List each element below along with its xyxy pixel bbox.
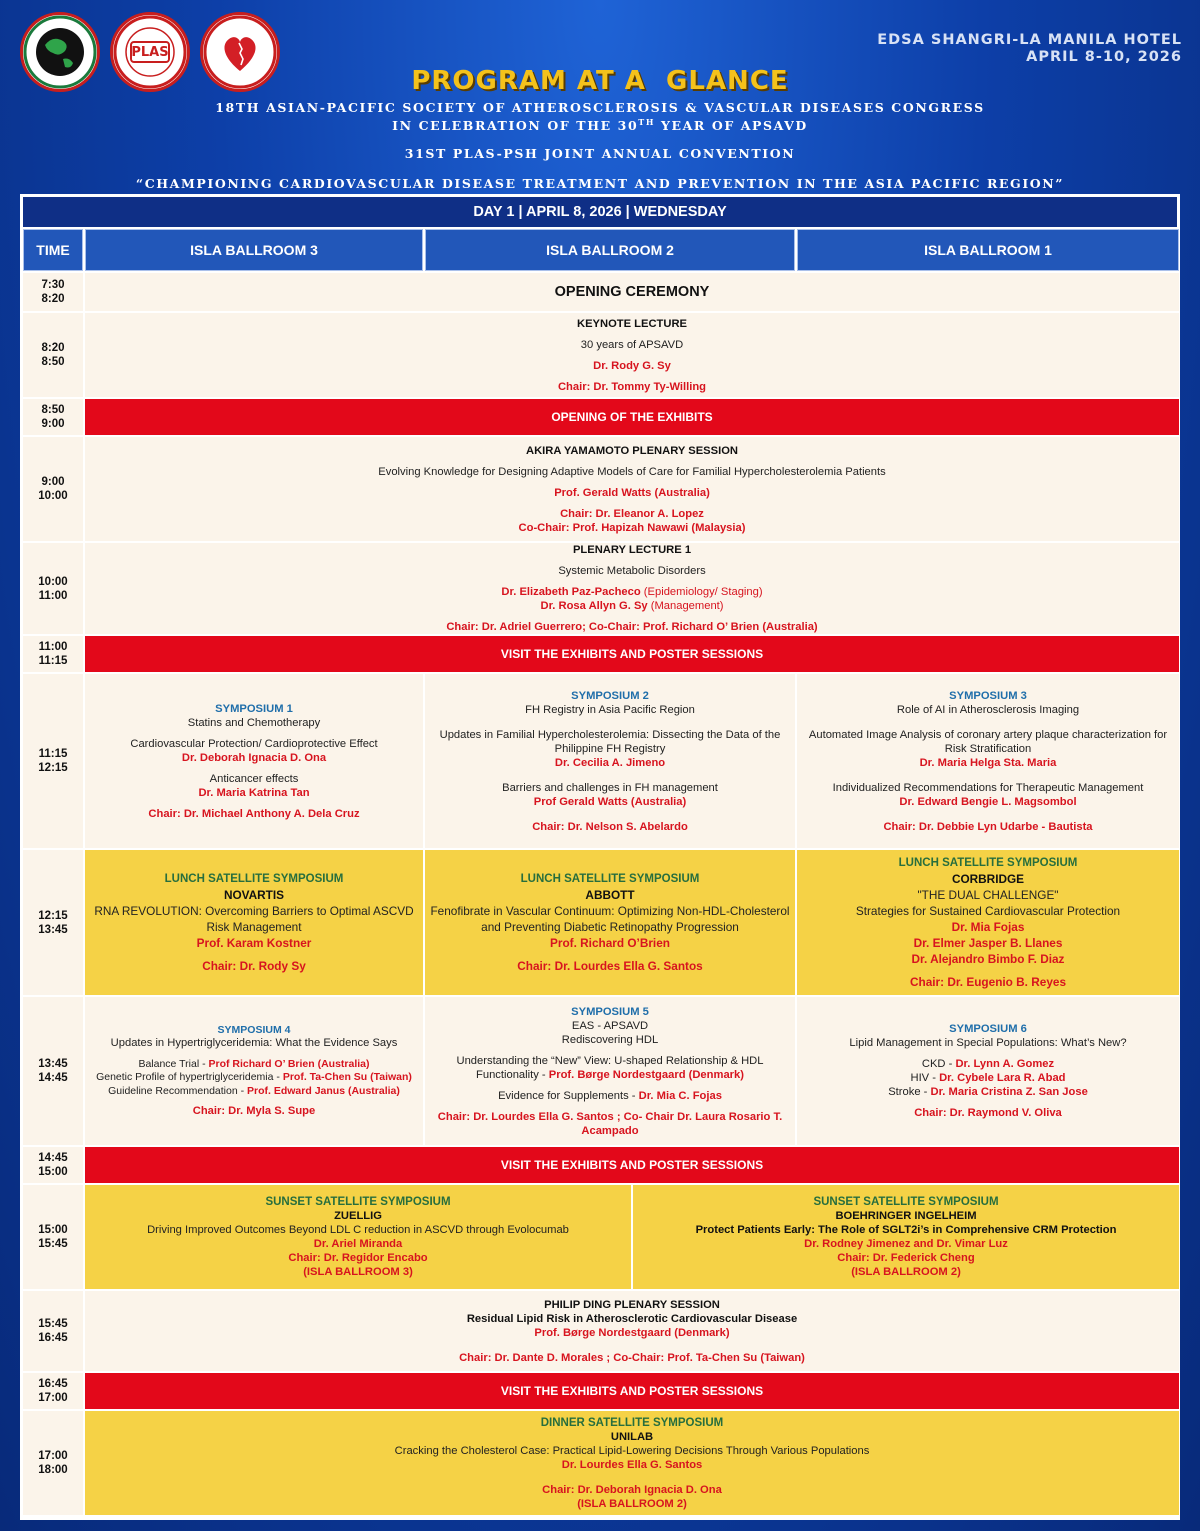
talk-title: CKD - (921, 1058, 956, 1070)
opening-exhibits-bar: OPENING OF THE EXHIBITS (85, 399, 1179, 435)
lunch-satellite-abbott (425, 850, 795, 995)
time-cell (23, 674, 83, 848)
talk-title: Anticancer effects (209, 772, 299, 785)
time-end: 15:45 (38, 1238, 68, 1250)
time-start: 16:45 (38, 1378, 68, 1390)
symposium-3 (797, 674, 1179, 848)
time-start: 15:00 (38, 1224, 68, 1236)
speaker: Prof. Karam Kostner (196, 936, 312, 950)
talk-title: Barriers and challenges in FH management (502, 781, 718, 794)
chair: Chair: Dr. Debbie Lyn Udarbe - Bautista (883, 820, 1093, 833)
speaker-note: (Epidemiology/ Staging) (640, 586, 763, 598)
time-start: 11:15 (38, 748, 68, 760)
time-end: 15:00 (38, 1166, 68, 1178)
speaker: Prof Gerald Watts (Australia) (533, 795, 687, 808)
talk-title: HIV - (910, 1072, 940, 1084)
convention-title: 31ST PLAS-PSH JOINT ANNUAL CONVENTION (404, 146, 796, 161)
talk-title: Updates in Familial Hypercholesterolemia: Dissecting the Data of the Philippine FH Registry (439, 728, 781, 755)
col-isla-ballroom-2: ISLA BALLROOM 2 (425, 229, 795, 271)
table-row (23, 437, 1179, 541)
table-row (23, 636, 1179, 672)
event-dates: APRIL 8-10, 2026 (1026, 49, 1182, 65)
co-chair: Co-Chair: Prof. Hapizah Nawawi (Malaysia) (518, 521, 746, 534)
room: (ISLA BALLROOM 2) (851, 1266, 961, 1278)
table-row (23, 1373, 1179, 1409)
keynote-lecture (85, 313, 1179, 397)
chair: Chair: Dr. Adriel Guerrero; Co-Chair: Prof. Richard O’ Brien (Australia) (446, 621, 818, 633)
time-end: 17:00 (38, 1392, 68, 1404)
table-row (23, 674, 1179, 848)
table-row (23, 273, 1179, 311)
table-row (23, 543, 1179, 634)
talk-title: Individualized Recommendations for Therapeutic Management (832, 781, 1144, 794)
chair: Chair: Dr. Federick Cheng (837, 1252, 975, 1264)
session-topic: Lipid Management in Special Populations: What’s New? (849, 1037, 1127, 1049)
table-row (23, 399, 1179, 435)
time-start: 12:15 (38, 909, 68, 922)
session-topic: Fenofibrate in Vascular Continuum: Optimizing Non-HDL-Cholesterol and Preventing Diabetic Retinopathy Progression (430, 904, 790, 934)
speaker: Dr. Rody G. Sy (593, 359, 671, 372)
session-label: SUNSET SATELLITE SYMPOSIUM (813, 1196, 999, 1208)
talk-title: Understanding the “New” View: U-shaped Relationship & HDL Functionality - (456, 1054, 764, 1081)
plas-logo-text: PLAS (131, 45, 169, 60)
room: (ISLA BALLROOM 2) (577, 1497, 687, 1510)
venue-block (877, 32, 1182, 66)
sunset-satellite-boehringer (633, 1185, 1179, 1289)
sponsor: ABBOTT (585, 888, 635, 902)
time-cell (23, 399, 83, 435)
session-label: PHILIP DING PLENARY SESSION (544, 1298, 720, 1311)
session-topic: EAS - APSAVD (571, 1019, 649, 1032)
time-start: 7:30 (41, 279, 65, 291)
speaker: Dr. Elizabeth Paz-Pacheco (501, 586, 641, 598)
time-cell (23, 1147, 83, 1183)
speaker: Prof. Børge Nordestgaard (Denmark) (548, 1068, 744, 1081)
time-cell (23, 1411, 83, 1515)
symposium-6 (797, 997, 1179, 1145)
celebration-line (0, 115, 1200, 133)
session-label: PLENARY LECTURE 1 (572, 544, 692, 556)
session-label: SYMPOSIUM 1 (215, 702, 293, 715)
time-end: 10:00 (38, 490, 68, 502)
time-start: 8:50 (41, 404, 65, 416)
dinner-satellite-unilab (85, 1411, 1179, 1515)
time-start: 14:45 (38, 1152, 68, 1164)
session-label: SYMPOSIUM 5 (571, 1005, 649, 1018)
time-cell (23, 1291, 83, 1371)
theme-line: “CHAMPIONING CARDIOVASCULAR DISEASE TREATMENT AND PREVENTION IN THE ASIA PACIFIC REGION” (135, 176, 1065, 191)
chair: Chair: Dr. Lourdes Ella G. Santos ; Co- Chair Dr. Laura Rosario T. Acampado (437, 1110, 783, 1137)
page-title: PROGRAM AT A GLANCE (411, 66, 789, 96)
chair: Chair: Dr. Nelson S. Abelardo (532, 820, 688, 833)
session-label: SYMPOSIUM 6 (949, 1023, 1027, 1035)
speaker: Prof Richard O’ Brien (Australia) (208, 1057, 370, 1070)
time-cell (23, 997, 83, 1145)
session-label: LUNCH SATELLITE SYMPOSIUM (898, 857, 1078, 869)
chair: Chair: Dr. Deborah Ignacia D. Ona (542, 1483, 722, 1496)
time-end: 9:00 (41, 418, 65, 430)
talk-title: Guideline Recommendation - (108, 1084, 248, 1097)
akira-yamamoto-plenary (85, 437, 1179, 541)
col-isla-ballroom-3: ISLA BALLROOM 3 (85, 229, 423, 271)
table-row (23, 313, 1179, 397)
speaker: Prof. Ta-Chen Su (Taiwan) (282, 1071, 412, 1083)
chair: Chair: Dr. Eleanor A. Lopez (560, 507, 704, 520)
session-label: KEYNOTE LECTURE (576, 317, 688, 330)
celebration-pre: IN CELEBRATION OF THE 30 (392, 118, 639, 134)
col-time: TIME (23, 229, 83, 271)
opening-ceremony: OPENING CEREMONY (85, 273, 1179, 311)
schedule-frame (20, 194, 1180, 1520)
visit-exhibits-bar: VISIT THE EXHIBITS AND POSTER SESSIONS (85, 1373, 1179, 1409)
session-topic: Driving Improved Outcomes Beyond LDL C reduction in ASCVD through Evolocumab (147, 1224, 569, 1236)
speaker: Prof. Richard O’Brien (550, 936, 670, 950)
speaker: Dr. Deborah Ignacia D. Ona (181, 751, 327, 764)
speaker: Dr. Elmer Jasper B. Llanes (913, 936, 1063, 950)
sponsor: BOEHRINGER INGELHEIM (835, 1210, 977, 1222)
session-topic: Statins and Chemotherapy (187, 716, 321, 729)
column-header-row (23, 229, 1179, 271)
lunch-satellite-corbridge (797, 850, 1179, 995)
time-start: 10:00 (38, 575, 68, 588)
table-row (23, 1411, 1179, 1515)
time-cell (23, 1185, 83, 1289)
time-end: 8:20 (41, 293, 65, 305)
time-end: 16:45 (38, 1332, 68, 1344)
talk-title: Evidence for Supplements - (498, 1089, 639, 1102)
session-topic: Updates in Hypertriglyceridemia: What the Evidence Says (110, 1037, 398, 1049)
schedule-table (21, 227, 1181, 1517)
session-label: DINNER SATELLITE SYMPOSIUM (540, 1416, 724, 1429)
time-start: 11:00 (38, 641, 68, 653)
time-cell (23, 1373, 83, 1409)
speaker: Dr. Mia Fojas (951, 920, 1025, 934)
time-start: 15:45 (38, 1318, 68, 1330)
symposium-1 (85, 674, 423, 848)
speaker: Dr. Lourdes Ella G. Santos (561, 1458, 703, 1471)
col-isla-ballroom-1: ISLA BALLROOM 1 (797, 229, 1179, 271)
symposium-4 (85, 997, 423, 1145)
speaker: Dr. Mia C. Fojas (638, 1089, 722, 1102)
speaker: Dr. Alejandro Bimbo F. Diaz (911, 952, 1065, 966)
speaker: Dr. Rosa Allyn G. Sy (540, 600, 648, 612)
session-label: SYMPOSIUM 4 (217, 1023, 291, 1036)
session-quote: "THE DUAL CHALLENGE" (917, 888, 1059, 902)
time-end: 11:15 (38, 655, 68, 667)
speaker: Dr. Cybele Lara R. Abad (939, 1072, 1066, 1084)
session-label: SYMPOSIUM 3 (949, 689, 1027, 702)
speaker: Prof. Gerald Watts (Australia) (554, 486, 710, 499)
time-end: 14:45 (38, 1072, 68, 1084)
speaker: Dr. Edward Bengie L. Magsombol (899, 795, 1077, 808)
table-row (23, 850, 1179, 995)
session-label: AKIRA YAMAMOTO PLENARY SESSION (526, 444, 738, 457)
speaker: Dr. Maria Katrina Tan (198, 786, 310, 799)
time-start: 9:00 (41, 476, 65, 488)
day-header: DAY 1 | APRIL 8, 2026 | WEDNESDAY (23, 197, 1177, 227)
session-label: SUNSET SATELLITE SYMPOSIUM (265, 1196, 451, 1208)
time-start: 8:20 (41, 342, 65, 354)
celebration-post: YEAR OF APSAVD (655, 118, 808, 134)
sponsor: UNILAB (610, 1430, 654, 1443)
speaker: Dr. Lynn A. Gomez (955, 1058, 1055, 1070)
table-row (23, 997, 1179, 1145)
table-row (23, 1291, 1179, 1371)
talk-title: Cardiovascular Protection/ Cardioprotective Effect (130, 737, 378, 750)
plenary-lecture-1 (85, 543, 1179, 634)
session-topic: Evolving Knowledge for Designing Adaptive Models of Care for Familial Hypercholesterolemia Patients (378, 465, 886, 478)
speaker: Dr. Cecilia A. Jimeno (554, 756, 666, 769)
chair: Chair: Dr. Michael Anthony A. Dela Cruz (148, 807, 360, 820)
session-topic: Systemic Metabolic Disorders (558, 565, 706, 577)
time-end: 12:15 (38, 762, 68, 774)
symposium-5 (425, 997, 795, 1145)
chair: Chair: Dr. Eugenio B. Reyes (909, 975, 1067, 989)
speaker: Prof. Børge Nordestgaard (Denmark) (534, 1326, 730, 1339)
table-row (23, 1147, 1179, 1183)
talk-title: Stroke - (888, 1086, 931, 1098)
speaker: Dr. Maria Helga Sta. Maria (919, 756, 1057, 769)
session-label: LUNCH SATELLITE SYMPOSIUM (520, 873, 700, 885)
table-row (23, 1185, 1179, 1289)
chair: Chair: Dr. Rody Sy (202, 959, 306, 973)
time-start: 13:45 (38, 1058, 68, 1070)
time-cell (23, 850, 83, 995)
session-topic: Cracking the Cholesterol Case: Practical Lipid-Lowering Decisions Through Various Populations (394, 1444, 870, 1457)
session-topic: Residual Lipid Risk in Atherosclerotic Cardiovascular Disease (466, 1312, 798, 1325)
speaker: Dr. Ariel Miranda (313, 1238, 403, 1250)
session-label: SYMPOSIUM 2 (571, 689, 649, 702)
speaker-note: (Management) (647, 600, 724, 612)
sunset-satellite-zuellig (85, 1185, 631, 1289)
session-topic: Strategies for Sustained Cardiovascular Protection (855, 904, 1121, 918)
chair: Chair: Dr. Dante D. Morales ; Co-Chair: Prof. Ta-Chen Su (Taiwan) (459, 1351, 805, 1364)
visit-exhibits-bar: VISIT THE EXHIBITS AND POSTER SESSIONS (85, 636, 1179, 672)
session-topic: Role of AI in Atherosclerosis Imaging (896, 703, 1080, 716)
sponsor: ZUELLIG (334, 1210, 382, 1222)
sponsor: NOVARTIS (223, 888, 285, 902)
time-cell (23, 543, 83, 634)
speaker: Dr. Maria Cristina Z. San Jose (930, 1086, 1088, 1098)
session-subtopic: Rediscovering HDL (561, 1033, 659, 1046)
talk-title: Automated Image Analysis of coronary artery plaque characterization for Risk Stratification (808, 728, 1168, 755)
session-topic: Protect Patients Early: The Role of SGLT2i’s in Comprehensive CRM Protection (695, 1224, 1117, 1236)
visit-exhibits-bar: VISIT THE EXHIBITS AND POSTER SESSIONS (85, 1147, 1179, 1183)
celebration-sup: TH (638, 117, 655, 127)
session-label: LUNCH SATELLITE SYMPOSIUM (164, 873, 344, 885)
sponsor: CORBRIDGE (951, 872, 1025, 886)
session-topic: FH Registry in Asia Pacific Region (525, 703, 695, 716)
philip-ding-plenary (85, 1291, 1179, 1371)
chair: Chair: Dr. Raymond V. Oliva (914, 1107, 1062, 1119)
chair: Chair: Dr. Myla S. Supe (192, 1105, 316, 1117)
time-cell (23, 636, 83, 672)
time-cell (23, 313, 83, 397)
talk-title: Genetic Profile of hypertriglyceridemia - (96, 1071, 283, 1083)
chair: Chair: Dr. Regidor Encabo (288, 1252, 428, 1264)
lunch-satellite-novartis (85, 850, 423, 995)
time-cell (23, 437, 83, 541)
session-topic: 30 years of APSAVD (580, 338, 684, 351)
session-topic: RNA REVOLUTION: Overcoming Barriers to Optimal ASCVD Risk Management (94, 904, 414, 934)
chair: Chair: Dr. Lourdes Ella G. Santos (517, 959, 703, 973)
time-cell (23, 273, 83, 311)
speaker: Dr. Rodney Jimenez and Dr. Vimar Luz (804, 1238, 1008, 1250)
symposium-2 (425, 674, 795, 848)
congress-title: 18TH ASIAN-PACIFIC SOCIETY OF ATHEROSCLEROSIS & VASCULAR DISEASES CONGRESS (215, 100, 985, 115)
time-end: 18:00 (38, 1464, 68, 1476)
time-end: 13:45 (38, 923, 68, 936)
venue-name: EDSA SHANGRI-LA MANILA HOTEL (877, 32, 1182, 48)
room: (ISLA BALLROOM 3) (303, 1266, 413, 1278)
chair: Chair: Dr. Tommy Ty-Willing (557, 380, 707, 393)
time-end: 11:00 (38, 589, 68, 602)
talk-title: Balance Trial - (138, 1057, 209, 1070)
speaker: Prof. Edward Janus (Australia) (247, 1084, 400, 1097)
time-end: 8:50 (41, 356, 65, 368)
time-start: 17:00 (38, 1450, 68, 1462)
